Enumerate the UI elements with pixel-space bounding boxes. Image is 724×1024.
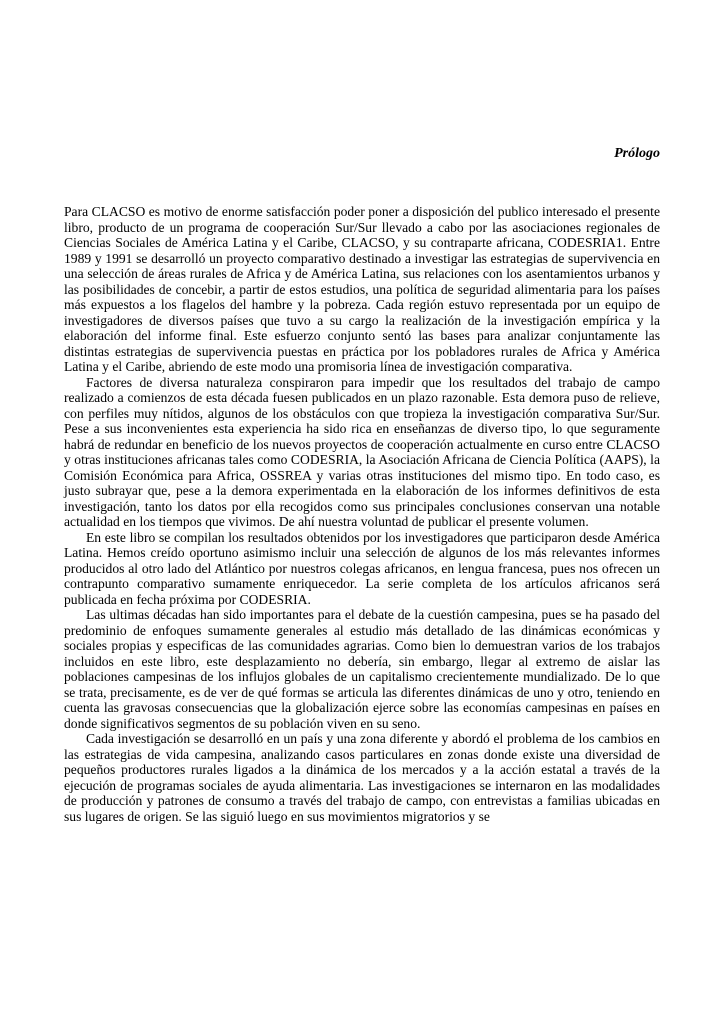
paragraph: Para CLACSO es motivo de enorme satisfacción poder poner a disposición del publico interesado el presente libro, producto de un programa de cooperación Sur/Sur llevado a cabo por las asociaciones regionales de Ciencias Sociales de América Latina y el Caribe, CLACSO, y su contraparte africana, CODESRIA1. Entre 1989 y 1991 se desarrolló un proyecto comparativo destinado a investigar las estrategias de supervivencia en una selección de áreas rurales de Africa y de América Latina, sus relaciones con los asentamientos urbanos y las posibilidades de concebir, a partir de estos estudios, una política de seguridad alimentaria para los países más expuestos a los flagelos del hambre y la pobreza. Cada región estuvo representada por un equipo de investigadores de diversos países que tuvo a su cargo la realización de la investigación empírica y la elaboración del informe final. Este esfuerzo conjunto sentó las bases para analizar conjuntamente las distintas estrategias de supervivencia puestas en práctica por los pobladores rurales de Africa y América Latina y el Caribe, abriendo de este modo una promisoria línea de investigación comparativa.: [64, 204, 660, 374]
paragraph: Cada investigación se desarrolló en un país y una zona diferente y abordó el problema de los cambios en las estrategias de vida campesina, analizando casos particulares en zonas donde existe una diversidad de pequeños productores rurales ligados a la dinámica de los mercados y a la acción estatal a través de la ejecución de programas sociales de ayuda alimentaria. Las investigaciones se internaron en las modalidades de producción y patrones de consumo a través del trabajo de campo, con entrevistas a familias ubicadas en sus lugares de origen. Se las siguió luego en sus movimientos migratorios y se: [64, 731, 660, 824]
prologue-body: [64, 204, 660, 824]
page-heading: Prólogo: [614, 146, 660, 161]
paragraph: Factores de diversa naturaleza conspiraron para impedir que los resultados del trabajo de campo realizado a comienzos de esta década fuesen publicados en un plazo razonable. Esta demora puso de relieve, con perfiles muy nítidos, algunos de los obstáculos con que tropieza la investigación comparativa Sur/Sur. Pese a sus inconvenientes esta experiencia ha sido rica en enseñanzas de diverso tipo, lo que seguramente habrá de redundar en beneficio de los nuevos proyectos de cooperación actualmente en curso entre CLACSO y otras instituciones africanas tales como CODESRIA, la Asociación Africana de Ciencia Política (AAPS), la Comisión Económica para Africa, OSSREA y varias otras instituciones del mismo tipo. En todo caso, es justo subrayar que, pese a la demora experimentada en la elaboración de los informes definitivos de esta investigación, tanto los datos por ella recogidos como sus principales conclusiones conservan una notable actualidad en los tiempos que vivimos. De ahí nuestra voluntad de publicar el presente volumen.: [64, 374, 660, 529]
document-page: [64, 0, 660, 1024]
paragraph: Las ultimas décadas han sido importantes para el debate de la cuestión campesina, pues se ha pasado del predominio de enfoques sumamente generales al estudio más detallado de las dinámicas económicas y sociales propias y especificas de las comunidades agrarias. Como bien lo demuestran varios de los trabajos incluidos en este libro, este desplazamiento no debería, sin embargo, llegar al extremo de aislar las poblaciones campesinas de los influjos globales de un capitalismo crecientemente mundializado. De lo que se trata, precisamente, es de ver de qué formas se articula las diferentes dinámicas de uno y otro, teniendo en cuenta las gravosas consecuencias que la globalización ejerce sobre las economías campesinas en países en donde significativos segmentos de su población viven en su seno.: [64, 607, 660, 731]
paragraph: En este libro se compilan los resultados obtenidos por los investigadores que participaron desde América Latina. Hemos creído oportuno asimismo incluir una selección de algunos de los más relevantes informes producidos al otro lado del Atlántico por nuestros colegas africanos, en lengua francesa, pues nos ofrecen un contrapunto comparativo sumamente enriquecedor. La serie completa de los artículos africanos será publicada en fecha próxima por CODESRIA.: [64, 529, 660, 607]
